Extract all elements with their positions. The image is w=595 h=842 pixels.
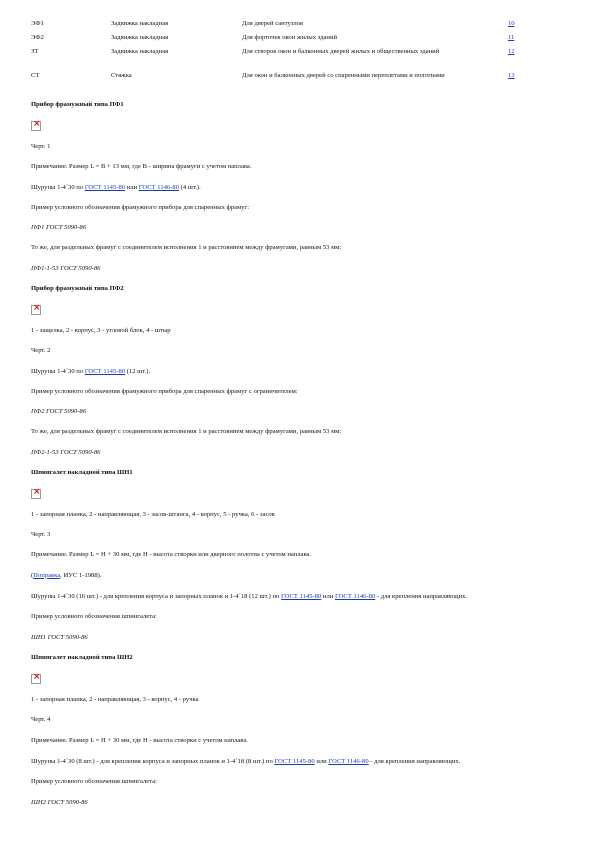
note: Примечание. Размер L = B + 13 мм, где B - ширина фрамуги с учетом наплава. bbox=[31, 163, 252, 171]
screws-text-end: - для крепления направляющих. bbox=[375, 592, 467, 600]
example-text: Пример условного обозначения фрамужного прибора для спаренных фрамуг: bbox=[31, 203, 250, 211]
gost-1146-link[interactable]: ГОСТ 1146-80 bbox=[138, 183, 180, 191]
figure-caption: Черт. 1 bbox=[31, 143, 51, 151]
example-text: То же, для раздельных фрамуг с соединителем исполнения 1 и расстоянием между фрамугами, равным 53 мм: bbox=[31, 428, 342, 436]
gost-1146-link[interactable]: ГОСТ 1146-80 bbox=[328, 757, 369, 765]
row-purpose: Для форточек окон жилых зданий bbox=[242, 34, 338, 41]
amendment-text: , ИУС 1-1988). bbox=[60, 571, 102, 579]
row-code: ЗТ bbox=[31, 48, 39, 55]
row-code: СТ bbox=[31, 72, 40, 79]
page-link[interactable]: 11 bbox=[508, 34, 515, 41]
row-purpose: Для дверей сантузлов bbox=[242, 20, 304, 27]
gost-1146-link[interactable]: ГОСТ 1146-80 bbox=[334, 592, 376, 600]
figure-caption: Черт. 4 bbox=[31, 716, 51, 724]
fittings-table bbox=[31, 20, 551, 96]
example-text: Пример условного обозначения шпингалета: bbox=[31, 778, 157, 786]
page-link[interactable]: 13 bbox=[508, 72, 515, 79]
screws-text-end: (4 шт.). bbox=[179, 183, 201, 191]
screws-text-start: Шурупы 1-4´30 по bbox=[31, 367, 85, 375]
designation: ПФ1-1-53 ГОСТ 5090-86 bbox=[31, 264, 101, 272]
figure-legend: 1 - запорная планка, 2 - направляющая, 3 - корпус, 4 - ручка bbox=[31, 696, 199, 704]
table-row bbox=[31, 48, 551, 72]
figure-caption: Черт. 2 bbox=[31, 347, 51, 355]
row-name: Задвижка накладная bbox=[111, 48, 169, 55]
page-link[interactable]: 10 bbox=[508, 20, 515, 27]
section-title-pf2: Прибор фрамужный типа ПФ2 bbox=[31, 284, 124, 292]
gost-1145-link[interactable]: ГОСТ 1145-80 bbox=[280, 592, 322, 600]
row-purpose: Для окон и балконных дверей со спаренными переплетами и полотнами bbox=[242, 72, 445, 79]
example-text: Пример условного обозначения фрамужного прибора для спаренных фрамуг с ограничителем: bbox=[31, 387, 298, 395]
screws-text-end: (12 шт.). bbox=[125, 367, 151, 375]
broken-image-icon bbox=[31, 121, 41, 131]
note: Примечание. Размер L = H + 30 мм, где H - высота створки с учетом наплава. bbox=[31, 736, 248, 744]
screws-text-start: Шурупы 1-4´30 (8 шт.) - для крепления корпуса и запорных планок и 1-4´18 (8 шт.) по bbox=[31, 757, 275, 765]
row-name: Задвижка накладная bbox=[111, 34, 169, 41]
row-purpose: Для створок окон и балконных дверей жилых и общественных зданий bbox=[242, 48, 440, 55]
broken-image-icon bbox=[31, 674, 41, 684]
designation: ПФ2-1-53 ГОСТ 5090-86 bbox=[31, 448, 101, 456]
screws-text bbox=[31, 184, 571, 192]
screws-text bbox=[31, 368, 571, 376]
gost-1145-link[interactable]: ГОСТ 1145-80 bbox=[274, 757, 315, 765]
designation: ПФ1 ГОСТ 5090-86 bbox=[31, 224, 87, 232]
designation: ШН2 ГОСТ 5090-86 bbox=[31, 798, 88, 806]
screws-text-end: - для крепления направляющих. bbox=[368, 757, 461, 765]
section-title-shn2: Шпингалет накладной типа ШН2 bbox=[31, 653, 133, 661]
designation: ШН1 ГОСТ 5090-86 bbox=[31, 633, 88, 641]
example-text: Пример условного обозначения шпингалета: bbox=[31, 613, 157, 621]
table-row bbox=[31, 20, 551, 34]
example-text: То же, для раздельных фрамуг с соединителем исполнения 1 и расстоянием между фрамугами, равным 53 мм: bbox=[31, 244, 342, 252]
figure-legend: 1 - защелка, 2 - корпус, 3 - угловой блок, 4 - штыр bbox=[31, 327, 171, 335]
row-code: ЭФ1 bbox=[31, 20, 44, 27]
note: Примечание. Размер L = H + 30 мм, где H - высота створки или дверного полотна с учетом наплава. bbox=[31, 551, 312, 559]
table-row bbox=[31, 72, 551, 96]
figure-legend: 1 - запорная планка, 2 - направляющая, 3 - засов-штанга, 4 - корпус, 5 - ручка, 6 - засов bbox=[31, 510, 275, 518]
gost-1145-link[interactable]: ГОСТ 1145-80 bbox=[84, 367, 126, 375]
gost-1145-link[interactable]: ГОСТ 1145-80 bbox=[84, 183, 126, 191]
broken-image-icon bbox=[31, 489, 41, 499]
document-body bbox=[31, 101, 571, 819]
screws-text bbox=[31, 757, 571, 767]
or-text: или bbox=[314, 757, 329, 765]
or-text: или bbox=[125, 183, 139, 191]
table-row bbox=[31, 34, 551, 48]
or-text: или bbox=[321, 592, 335, 600]
amendment: (Поправка, ИУС 1-1988). bbox=[31, 571, 102, 579]
figure-caption: Черт. 3 bbox=[31, 531, 51, 539]
row-name: Задвижка накладная bbox=[111, 20, 169, 27]
section-title-shn1: Шпингалет накладной типа ШН1 bbox=[31, 468, 133, 476]
designation: ПФ2 ГОСТ 5090-86 bbox=[31, 408, 87, 416]
broken-image-icon bbox=[31, 305, 41, 315]
screws-text bbox=[31, 592, 571, 602]
row-code: ЭФ2 bbox=[31, 34, 44, 41]
page-link[interactable]: 12 bbox=[508, 48, 515, 55]
screws-text-start: Шурупы 1-4´30 по bbox=[31, 183, 85, 191]
screws-text-start: Шурупы 1-4´30 (16 шт.) - для крепления корпуса и запорных планок и 1-4´18 (12 шт.) по bbox=[31, 592, 281, 600]
section-title-pf1: Прибор фрамужный типа ПФ1 bbox=[31, 101, 124, 108]
amendment-link[interactable]: Поправка bbox=[33, 571, 61, 579]
row-name: Стяжка bbox=[111, 72, 132, 79]
